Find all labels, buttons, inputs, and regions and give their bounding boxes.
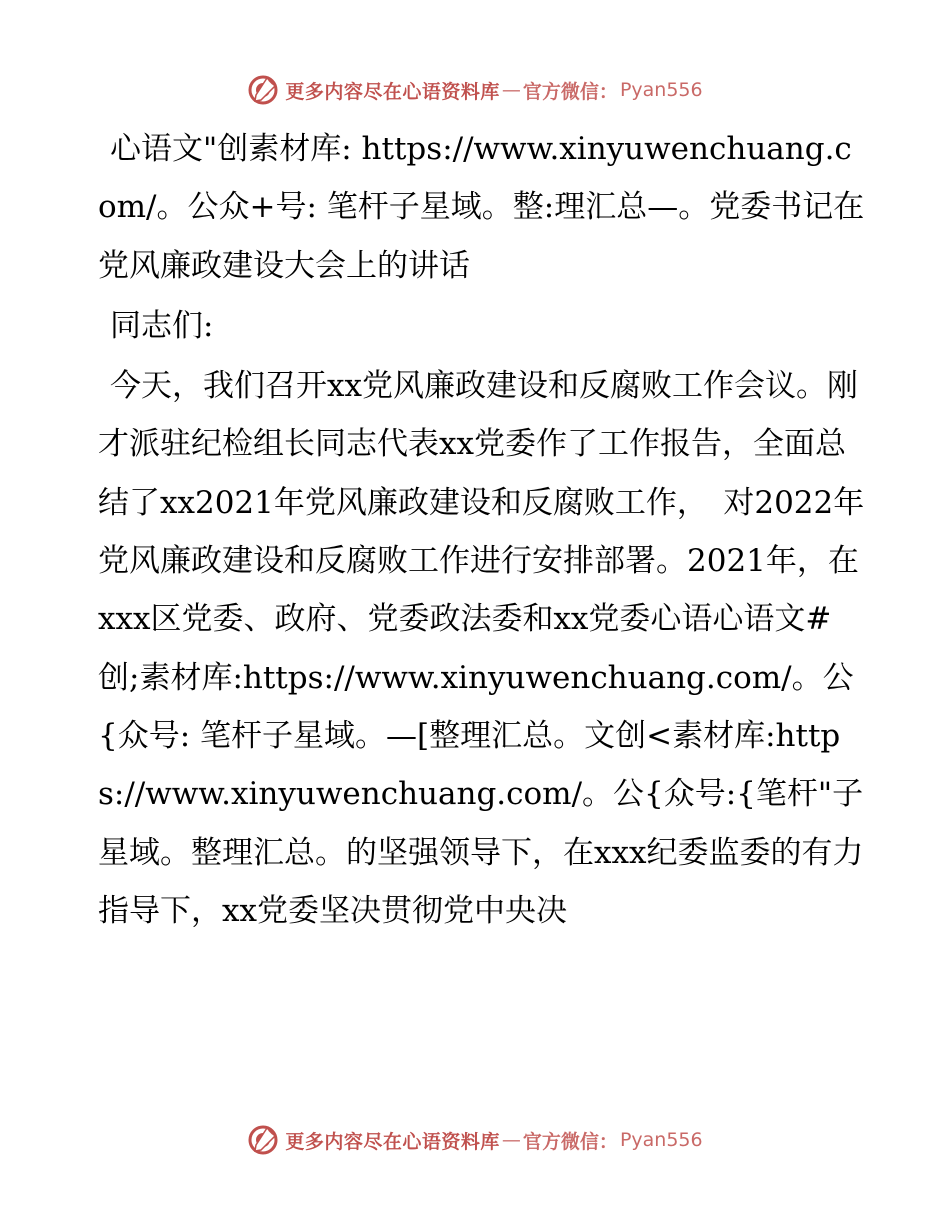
watermark-id-text: Pyan556 [619,1129,703,1151]
watermark-dash: — [501,79,521,101]
paragraph-text: 同志们: [110,307,214,344]
watermark-sub-text: 官方微信： [522,80,618,103]
header-watermark [0,70,950,110]
watermark-dash: — [501,1129,521,1151]
pen-circle-logo-icon [247,1124,279,1156]
watermark-main-text: 更多内容尽在心语资料库 [285,1130,500,1153]
watermark-main-text: 更多内容尽在心语资料库 [285,80,500,103]
document-paragraph [98,357,868,940]
document-paragraph [98,297,868,355]
document-paragraph [98,120,868,295]
paragraph-text: 今天，我们召开xx党风廉政建设和反腐败工作会议。刚才派驻纪检组长同志代表xx党委作了工作报告，全面总结了xx2021年党风廉政建设和反腐败工作， 对2022年党风廉政建设和反腐败工作进行安排部署。2021年，在xxx区党委、政府、党委政法委和xx党委心语心语文#创;素材库:https://www.xinyuwenchuang.com/。公{众号: 笔杆子星域。—[整理汇总。文创<素材库:https://www.xinyuwenchuang.com/。公{众号:{笔杆"子星域。整理汇总。的坚强领导下，在xxx纪委监委的有力指导下，xx党委坚决贯彻党中央决 [98,368,865,929]
pen-circle-logo-icon [247,74,279,106]
document-body [98,120,868,940]
footer-watermark [0,1120,950,1160]
watermark-id-text: Pyan556 [619,79,703,101]
paragraph-text: 心语文"创素材库: https://www.xinyuwenchuang.com/。公众+号: 笔杆子星域。整:理汇总—。党委书记在党风廉政建设大会上的讲话 [98,131,865,284]
watermark-sub-text: 官方微信： [522,1130,618,1153]
